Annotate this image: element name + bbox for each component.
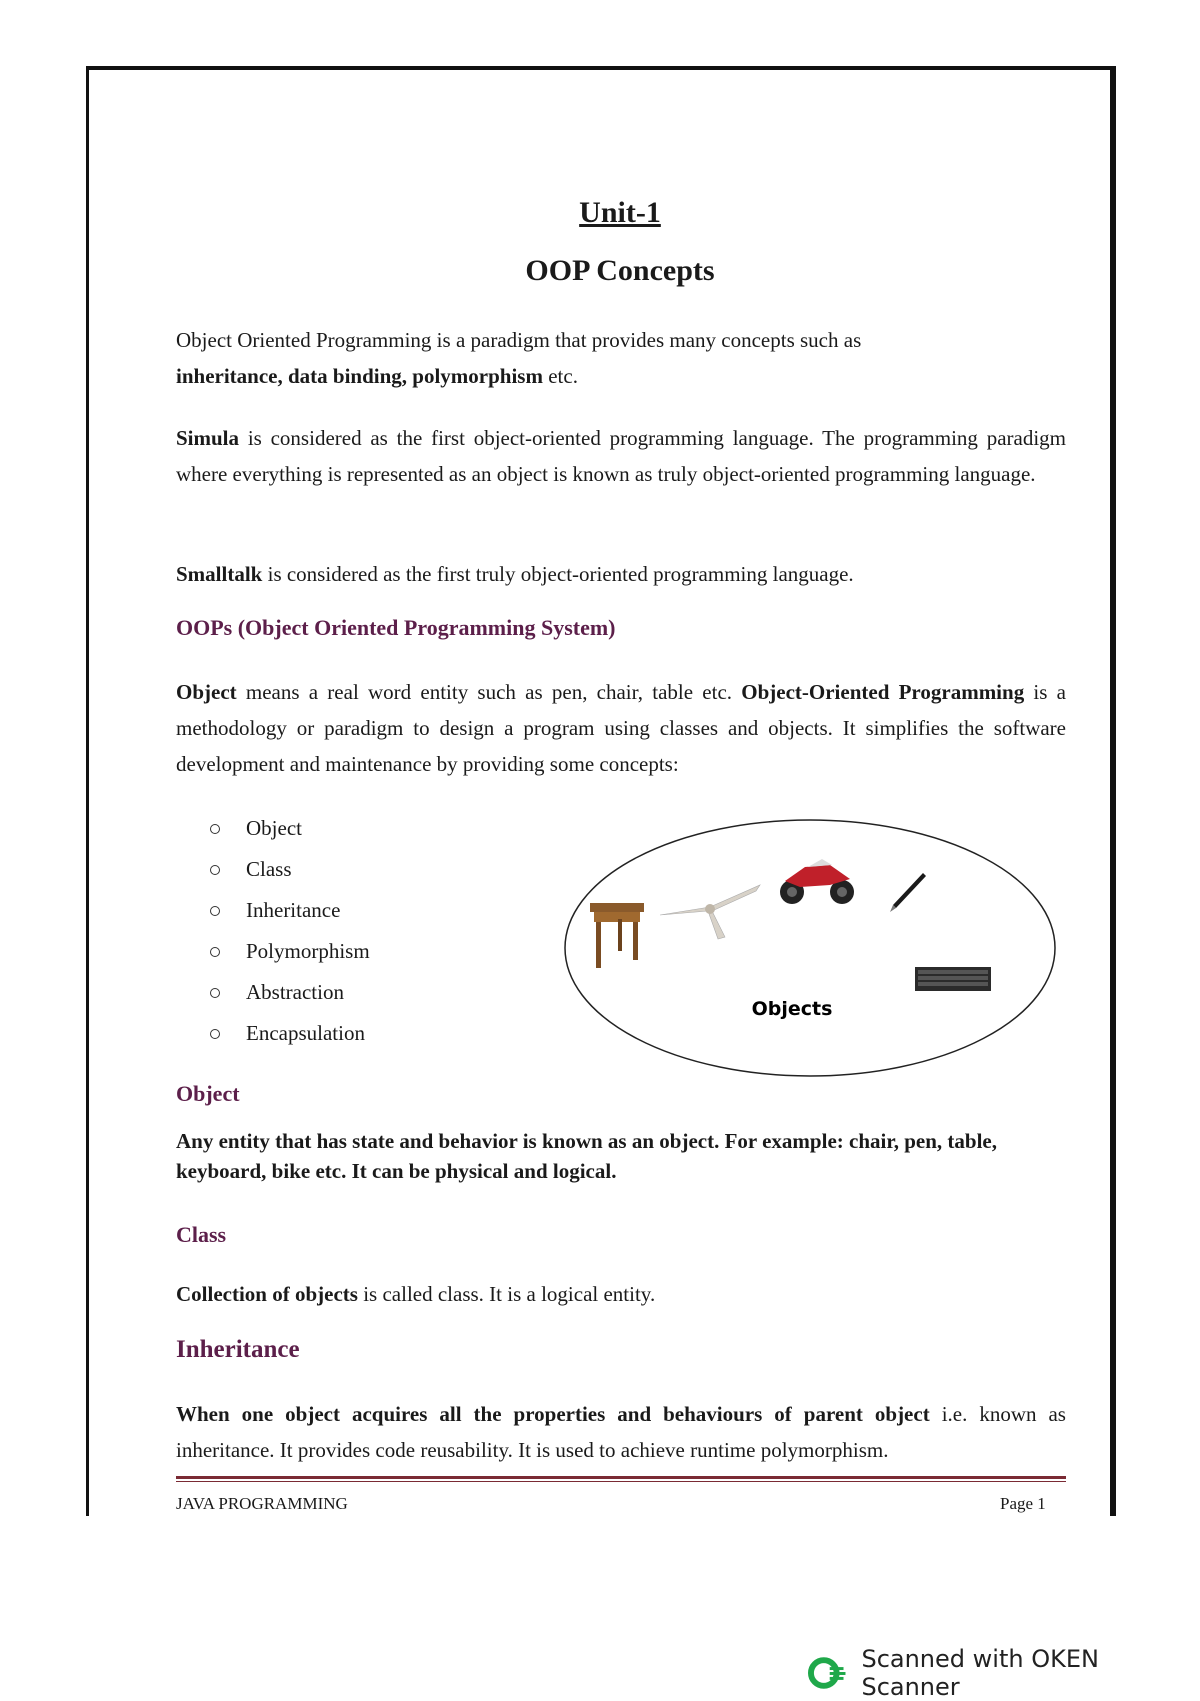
intro-bold-terms: inheritance, data binding, polymorphism xyxy=(176,364,543,388)
bullet-icon xyxy=(210,824,220,834)
concept-label: Class xyxy=(246,857,292,881)
class-bold: Collection of objects xyxy=(176,1282,358,1306)
page-title: OOP Concepts xyxy=(525,254,715,287)
footer-title: JAVA PROGRAMMING xyxy=(176,1494,348,1513)
object-text-2: is a methodology or paradigm to design a program using classes and objects. It simplifies the software development and maintenance by providing some concepts: xyxy=(176,680,1066,776)
list-item xyxy=(210,972,370,1013)
pen-icon xyxy=(890,873,926,912)
objects-diagram xyxy=(560,815,1060,1090)
object-heading: Object xyxy=(176,1081,240,1106)
scanner-text: Scanned with OKEN Scanner xyxy=(861,1645,1099,1701)
fan-icon xyxy=(660,885,760,939)
class-definition xyxy=(176,1276,1066,1312)
simula-paragraph xyxy=(176,420,1066,492)
intro-paragraph xyxy=(176,322,1066,394)
object-bold: Object xyxy=(176,680,237,704)
inheritance-definition xyxy=(176,1396,1066,1468)
bullet-icon xyxy=(210,947,220,957)
class-heading: Class xyxy=(176,1222,227,1247)
page-number: Page 1 xyxy=(1000,1494,1046,1513)
smalltalk-paragraph xyxy=(176,556,1066,592)
footer-rule-thin xyxy=(176,1481,1066,1482)
class-text: is called class. It is a logical entity. xyxy=(357,1282,656,1306)
objects-label: Objects xyxy=(751,998,833,1020)
inheritance-text: i.e. known as inheritance. It provides code reusability. It is used to achieve runtime polymorphism. xyxy=(176,1402,1066,1462)
concept-label: Abstraction xyxy=(246,980,344,1004)
unit-title: Unit-1 xyxy=(579,196,661,229)
inheritance-heading: Inheritance xyxy=(176,1336,300,1363)
simula-bold: Simula xyxy=(176,426,240,450)
smalltalk-text: is considered as the first truly object-oriented programming language. xyxy=(262,562,854,586)
object-text-1: means a real word entity such as pen, chair, table etc. xyxy=(236,680,742,704)
list-item xyxy=(210,931,370,972)
oop-bold: Object-Oriented Programming xyxy=(741,680,1025,704)
concepts-list xyxy=(210,808,370,1054)
table-icon xyxy=(590,903,644,968)
object-definition: Any entity that has state and behavior is known as an object. For example: chair, pen, table, keyboard, bike etc. It can be physical and logical. xyxy=(176,1129,997,1183)
bullet-icon xyxy=(210,988,220,998)
concept-label: Inheritance xyxy=(246,898,341,922)
footer-rule xyxy=(176,1476,1066,1479)
keyboard-icon xyxy=(915,967,991,991)
bullet-icon xyxy=(210,906,220,916)
objects-ellipse xyxy=(565,820,1055,1076)
bullet-icon xyxy=(210,865,220,875)
oops-heading: OOPs (Object Oriented Programming System) xyxy=(176,615,616,640)
list-item xyxy=(210,808,370,849)
list-item xyxy=(210,849,370,890)
object-oriented-paragraph xyxy=(176,674,1066,782)
intro-suffix: etc. xyxy=(542,364,578,388)
concept-label: Encapsulation xyxy=(246,1021,365,1045)
concept-label: Polymorphism xyxy=(246,939,370,963)
concept-label: Object xyxy=(246,816,302,840)
bullet-icon xyxy=(210,1029,220,1039)
inheritance-bold: When one object acquires all the properties and behaviours of parent object xyxy=(176,1402,930,1426)
simula-text: is considered as the first object-oriented programming language. The programming paradigm where everything is represented as an object is known as truly object-oriented programming language. xyxy=(176,426,1066,486)
list-item xyxy=(210,890,370,931)
list-item xyxy=(210,1013,370,1054)
motorbike-icon xyxy=(780,859,854,904)
scanner-watermark xyxy=(808,1645,1200,1701)
smalltalk-bold: Smalltalk xyxy=(176,562,263,586)
intro-line: Object Oriented Programming is a paradigm that provides many concepts such as xyxy=(176,328,862,352)
scanner-logo-icon xyxy=(808,1655,847,1691)
